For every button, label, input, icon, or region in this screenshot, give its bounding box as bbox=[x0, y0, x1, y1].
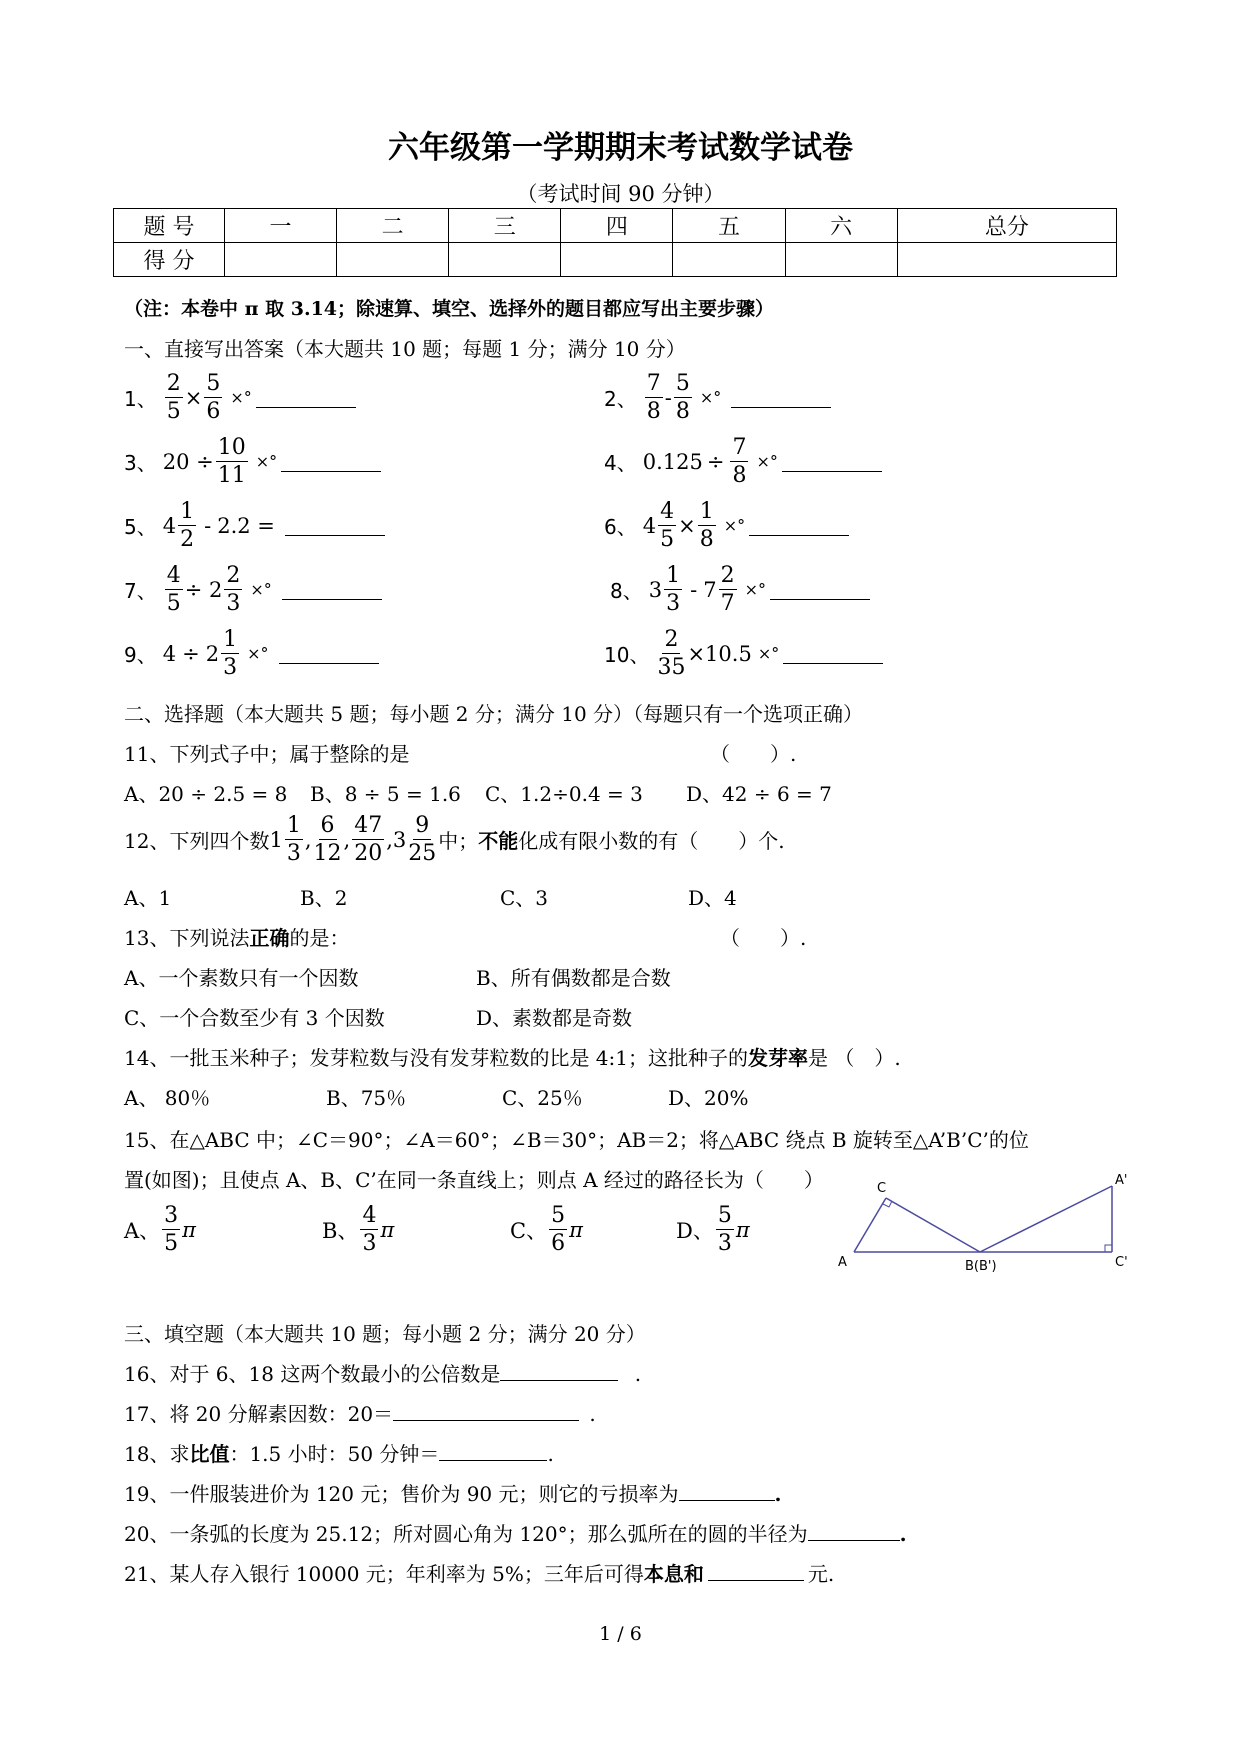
fraction: $\frac{47}{20}$ bbox=[354, 813, 383, 866]
question-6: 6、 4 $\frac{4}{5}$ × $\frac{1}{8}$ ×° bbox=[604, 498, 849, 553]
score-cell[interactable] bbox=[337, 243, 449, 277]
fraction: $\frac{3}{5}$ bbox=[164, 1203, 179, 1256]
question-12-stem: 12、下列四个数 1 $\frac{1}{3}$ , $\frac{6}{12}$ , $\frac{47}{20}$ ,3 $\frac{9}{25}$ 中； 不能 化成有限小数的有（ ）个. bbox=[124, 813, 785, 866]
equals-glyph: ×° bbox=[255, 452, 278, 471]
score-table-header-row bbox=[114, 209, 1117, 243]
question-2: 2、 $\frac{7}{8}$ - $\frac{5}{8}$ ×° bbox=[604, 370, 831, 425]
q13-option-b[interactable]: B、所有偶数都是合数 bbox=[476, 966, 671, 990]
answer-blank[interactable] bbox=[393, 1400, 579, 1421]
fraction: $\frac{1}{3}$ bbox=[666, 563, 681, 616]
fraction: $\frac{2}{5}$ bbox=[166, 371, 181, 424]
q13-option-c[interactable]: C、一个合数至少有 3 个因数 bbox=[124, 1006, 385, 1030]
equals-glyph: ×° bbox=[699, 388, 722, 407]
pi-symbol: π bbox=[569, 1217, 583, 1242]
fraction: $\frac{5}{3}$ bbox=[717, 1203, 732, 1256]
rotation-figure bbox=[830, 1170, 1150, 1280]
score-header-cell: 六 bbox=[785, 209, 897, 243]
equals-glyph: ×° bbox=[757, 644, 780, 663]
question-15-line2: 置(如图)；且使点 A、B、C’在同一条直线上；则点 A 经过的路径长为（ ） bbox=[124, 1168, 824, 1192]
q11-option-b[interactable]: B、8 ÷ 5 = 1.6 bbox=[310, 782, 461, 806]
segment-cb bbox=[886, 1198, 980, 1252]
answer-blank[interactable] bbox=[808, 1520, 900, 1541]
score-cell[interactable] bbox=[673, 243, 785, 277]
q15-option-a[interactable]: A、 $\frac{3}{5}$ π bbox=[124, 1203, 196, 1256]
score-header-cell: 三 bbox=[449, 209, 561, 243]
q11-option-c[interactable]: C、1.2÷0.4 = 3 bbox=[485, 782, 643, 806]
question-14-stem: 14、一批玉米种子；发芽粒数与没有发芽粒数的比是 4:1；这批种子的发芽率是 （ ）. bbox=[124, 1046, 901, 1070]
score-cell[interactable] bbox=[897, 243, 1116, 277]
label-c-prime: C' bbox=[1115, 1255, 1128, 1270]
question-19: 19、一件服装进价为 120 元；售价为 90 元；则它的亏损率为 . bbox=[124, 1482, 782, 1506]
answer-blank[interactable] bbox=[285, 515, 385, 536]
fraction: $\frac{9}{25}$ bbox=[408, 813, 437, 866]
segment-ba2 bbox=[980, 1186, 1112, 1252]
question-16: 16、对于 6、18 这两个数最小的公倍数是 . bbox=[124, 1362, 642, 1386]
fraction: $\frac{10}{11}$ bbox=[217, 435, 246, 488]
answer-blank[interactable] bbox=[256, 387, 356, 408]
exam-duration: （考试时间 90 分钟） bbox=[516, 182, 725, 206]
answer-blank[interactable] bbox=[782, 451, 882, 472]
q15-option-b[interactable]: B、 $\frac{4}{3}$ π bbox=[322, 1203, 395, 1256]
q12-option-a[interactable]: A、1 bbox=[124, 886, 172, 910]
question-1: 1、 $\frac{2}{5}$ × $\frac{5}{6}$ ×° bbox=[124, 370, 356, 425]
q14-option-a[interactable]: A、 80％ bbox=[124, 1086, 211, 1110]
question-5: 5、 4 $\frac{1}{2}$ - 2.2 = bbox=[124, 498, 385, 553]
score-cell[interactable] bbox=[449, 243, 561, 277]
score-header-cell: 五 bbox=[673, 209, 785, 243]
score-cell[interactable] bbox=[785, 243, 897, 277]
label-a-prime: A' bbox=[1115, 1173, 1128, 1188]
answer-blank[interactable] bbox=[770, 579, 870, 600]
section3-heading: 三、填空题（本大题共 10 题；每小题 2 分；满分 20 分） bbox=[124, 1322, 646, 1346]
fraction: $\frac{1}{3}$ bbox=[223, 627, 238, 680]
score-cell[interactable] bbox=[225, 243, 337, 277]
equals-glyph: ×° bbox=[756, 452, 778, 471]
question-10: 10、 $\frac{2}{35}$ ×10.5 ×° bbox=[604, 626, 883, 681]
fraction: $\frac{6}{12}$ bbox=[313, 813, 342, 866]
fraction: $\frac{4}{5}$ bbox=[166, 563, 181, 616]
fraction: $\frac{5}{6}$ bbox=[551, 1203, 566, 1256]
answer-blank[interactable] bbox=[282, 579, 382, 600]
equals-glyph: ×° bbox=[723, 516, 746, 535]
section2-heading: 二、选择题（本大题共 5 题；每小题 2 分；满分 10 分）（每题只有一个选项正确） bbox=[124, 702, 864, 726]
label-b: B(B') bbox=[965, 1259, 997, 1274]
equals-glyph: ×° bbox=[744, 580, 766, 599]
equals-glyph: ×° bbox=[250, 580, 272, 599]
fraction: $\frac{1}{8}$ bbox=[699, 499, 714, 552]
question-15-line1: 15、在△ABC 中；∠C＝90°；∠A＝60°；∠B＝30°；AB＝2；将△ABC 绕点 B 旋转至△A’B’C’的位 bbox=[124, 1128, 1029, 1152]
answer-blank[interactable] bbox=[679, 1480, 775, 1501]
score-header-cell: 一 bbox=[225, 209, 337, 243]
question-17: 17、将 20 分解素因数：20＝ . bbox=[124, 1402, 596, 1426]
equals-glyph: ×° bbox=[247, 644, 269, 663]
score-header-cell: 题 号 bbox=[114, 209, 225, 243]
question-20: 20、一条弧的长度为 25.12；所对圆心角为 120°；那么弧所在的圆的半径为 . bbox=[124, 1522, 907, 1546]
pi-symbol: π bbox=[182, 1217, 196, 1242]
question-9: 9、 4 ÷ 2 $\frac{1}{3}$ ×° bbox=[124, 626, 379, 681]
score-table-score-row bbox=[114, 243, 1117, 277]
fraction: $\frac{4}{3}$ bbox=[362, 1203, 377, 1256]
fraction: $\frac{5}{8}$ bbox=[675, 371, 690, 424]
q14-option-c[interactable]: C、25％ bbox=[502, 1086, 583, 1110]
q12-option-b[interactable]: B、2 bbox=[300, 886, 348, 910]
fraction: $\frac{2}{35}$ bbox=[657, 627, 686, 680]
pi-symbol: π bbox=[380, 1217, 395, 1242]
fraction: $\frac{7}{8}$ bbox=[646, 371, 661, 424]
segment-ac bbox=[854, 1198, 886, 1252]
exam-note: （注：本卷中 π 取 3.14；除速算、填空、选择外的题目都应写出主要步骤） bbox=[124, 298, 775, 320]
q13-option-a[interactable]: A、一个素数只有一个因数 bbox=[124, 966, 359, 990]
fraction: $\frac{1}{3}$ bbox=[286, 813, 301, 866]
q12-option-d[interactable]: D、4 bbox=[688, 886, 737, 910]
page-number: 1 / 6 bbox=[599, 1623, 642, 1645]
fraction: $\frac{2}{3}$ bbox=[226, 563, 241, 616]
answer-blank[interactable] bbox=[731, 387, 831, 408]
answer-blank[interactable] bbox=[279, 643, 379, 664]
fraction: $\frac{4}{5}$ bbox=[660, 499, 675, 552]
fraction: $\frac{1}{2}$ bbox=[180, 499, 195, 552]
fraction: $\frac{5}{6}$ bbox=[206, 371, 221, 424]
answer-blank[interactable] bbox=[783, 643, 883, 664]
q11-option-d[interactable]: D、42 ÷ 6 = 7 bbox=[686, 782, 832, 806]
question-18: 18、求比值：1.5 小时：50 分钟＝ . bbox=[124, 1442, 554, 1466]
q11-option-a[interactable]: A、20 ÷ 2.5 = 8 bbox=[124, 782, 288, 806]
page-title: 六年级第一学期期末考试数学试卷 bbox=[388, 130, 853, 166]
question-11-paren: （ ）. bbox=[710, 742, 797, 766]
score-header-cell: 总分 bbox=[897, 209, 1116, 243]
q13-option-d[interactable]: D、素数都是奇数 bbox=[476, 1006, 633, 1030]
fraction: $\frac{2}{7}$ bbox=[720, 563, 735, 616]
question-7: 7、 $\frac{4}{5}$ ÷ 2 $\frac{2}{3}$ ×° bbox=[124, 562, 382, 617]
label-a: A bbox=[838, 1255, 847, 1270]
question-3: 3、 20 ÷ $\frac{10}{11}$ ×° bbox=[124, 434, 381, 489]
score-row-label: 得 分 bbox=[114, 243, 225, 277]
answer-blank[interactable] bbox=[281, 451, 381, 472]
score-table bbox=[113, 208, 1117, 277]
score-header-cell: 二 bbox=[337, 209, 449, 243]
answer-blank[interactable] bbox=[439, 1440, 547, 1461]
fraction: $\frac{7}{8}$ bbox=[732, 435, 747, 488]
section1-heading: 一、直接写出答案（本大题共 10 题；每题 1 分；满分 10 分） bbox=[124, 337, 686, 361]
equals-glyph: ×° bbox=[230, 388, 252, 407]
answer-blank[interactable] bbox=[500, 1360, 618, 1381]
q15-option-c[interactable]: C、 $\frac{5}{6}$ π bbox=[510, 1203, 583, 1256]
q14-option-b[interactable]: B、75％ bbox=[326, 1086, 407, 1110]
answer-blank[interactable] bbox=[708, 1560, 804, 1581]
question-21: 21、某人存入银行 10000 元；年利率为 5%；三年后可得本息和 元. bbox=[124, 1562, 835, 1586]
label-c: C bbox=[877, 1181, 887, 1196]
score-cell[interactable] bbox=[561, 243, 673, 277]
question-8: 8、 3 $\frac{1}{3}$ - 7 $\frac{2}{7}$ ×° bbox=[610, 562, 870, 617]
question-13-stem: 13、下列说法正确的是： bbox=[124, 926, 350, 950]
question-4: 4、 0.125 ÷ $\frac{7}{8}$ ×° bbox=[604, 434, 882, 489]
q14-option-d[interactable]: D、20% bbox=[668, 1086, 749, 1110]
score-header-cell: 四 bbox=[561, 209, 673, 243]
q12-option-c[interactable]: C、3 bbox=[500, 886, 549, 910]
question-13-paren: （ ）. bbox=[720, 926, 807, 950]
pi-symbol: π bbox=[735, 1217, 750, 1242]
question-11-stem: 11、下列式子中；属于整除的是 bbox=[124, 742, 410, 766]
answer-blank[interactable] bbox=[749, 515, 849, 536]
q15-option-d[interactable]: D、 $\frac{5}{3}$ π bbox=[676, 1203, 750, 1256]
